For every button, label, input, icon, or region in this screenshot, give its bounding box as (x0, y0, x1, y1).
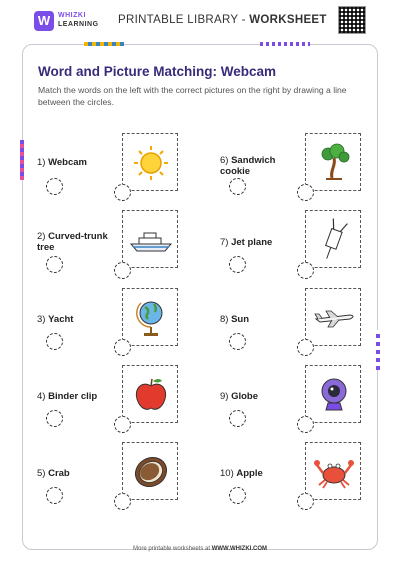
left-word-circle-5[interactable] (46, 487, 63, 504)
header-title (118, 14, 327, 26)
crab-icon (306, 443, 362, 501)
right-word-7: 7) Jet plane (220, 237, 273, 248)
left-word-circle-4[interactable] (46, 410, 63, 427)
left-picture-circle-4[interactable] (114, 416, 131, 433)
qr-code (338, 6, 366, 34)
sun-icon (123, 134, 179, 192)
right-word-9: 9) Globe (220, 391, 259, 402)
globe-icon (123, 289, 179, 347)
logo (34, 11, 104, 33)
left-word-circle-3[interactable] (46, 333, 63, 350)
binder-clip-icon (306, 211, 362, 269)
right-picture-circle-1[interactable] (297, 184, 314, 201)
header-title-prefix: PRINTABLE LIBRARY - (118, 14, 250, 26)
logo-mark: W (34, 11, 54, 31)
right-picture-box-1 (305, 133, 361, 191)
right-picture-circle-3[interactable] (297, 339, 314, 356)
right-word-circle-6[interactable] (229, 178, 246, 195)
left-picture-circle-3[interactable] (114, 339, 131, 356)
curved-trunk-tree-icon (306, 134, 362, 192)
left-word-5: 5) Crab (37, 468, 70, 479)
logo-text-bottom: LEARNING (58, 21, 99, 28)
right-picture-circle-5[interactable] (297, 493, 314, 510)
left-picture-circle-1[interactable] (114, 184, 131, 201)
worksheet-title: Word and Picture Matching: Webcam (38, 64, 277, 79)
webcam-icon (306, 366, 362, 424)
right-word-circle-8[interactable] (229, 333, 246, 350)
left-word-circle-1[interactable] (46, 178, 63, 195)
footer-link[interactable]: WWW.WHIZKI.COM (211, 546, 268, 552)
left-word-3: 3) Yacht (37, 314, 74, 325)
right-word-circle-9[interactable] (229, 410, 246, 427)
right-picture-box-3 (305, 288, 361, 346)
worksheet-instructions: Match the words on the left with the correct pictures on the right by drawing a line between the circles. (38, 85, 347, 107)
footer (0, 546, 400, 552)
right-picture-box-4 (305, 365, 361, 423)
jet-plane-icon (306, 289, 362, 347)
left-word-circle-2[interactable] (46, 256, 63, 273)
decorative-bar-top-left (84, 42, 124, 46)
header (0, 0, 400, 44)
apple-icon (123, 366, 179, 424)
yacht-icon (123, 211, 179, 269)
left-picture-box-3 (122, 288, 178, 346)
right-word-6: 6) Sandwich cookie (220, 155, 276, 177)
header-title-strong: WORKSHEET (249, 14, 327, 26)
right-picture-circle-4[interactable] (297, 416, 314, 433)
right-picture-circle-2[interactable] (297, 262, 314, 279)
right-picture-box-2 (305, 210, 361, 268)
decorative-bar-top-right (260, 42, 310, 46)
right-word-circle-10[interactable] (229, 487, 246, 504)
left-word-1: 1) Webcam (37, 157, 87, 168)
left-picture-box-1 (122, 133, 178, 191)
right-word-10: 10) Apple (220, 468, 263, 479)
left-picture-circle-2[interactable] (114, 262, 131, 279)
left-word-4: 4) Binder clip (37, 391, 98, 402)
left-word-2: 2) Curved-trunk tree (37, 231, 108, 253)
left-picture-box-4 (122, 365, 178, 423)
left-picture-box-2 (122, 210, 178, 268)
decorative-bar-left-side (20, 140, 24, 180)
right-picture-box-5 (305, 442, 361, 500)
right-word-8: 8) Sun (220, 314, 250, 325)
sandwich-cookie-icon (123, 443, 179, 501)
left-picture-box-5 (122, 442, 178, 500)
decorative-bar-right-side (376, 330, 380, 370)
footer-text: More printable worksheets at (132, 546, 212, 552)
right-word-circle-7[interactable] (229, 256, 246, 273)
logo-text-top: WHIZKI (58, 12, 86, 19)
left-picture-circle-5[interactable] (114, 493, 131, 510)
